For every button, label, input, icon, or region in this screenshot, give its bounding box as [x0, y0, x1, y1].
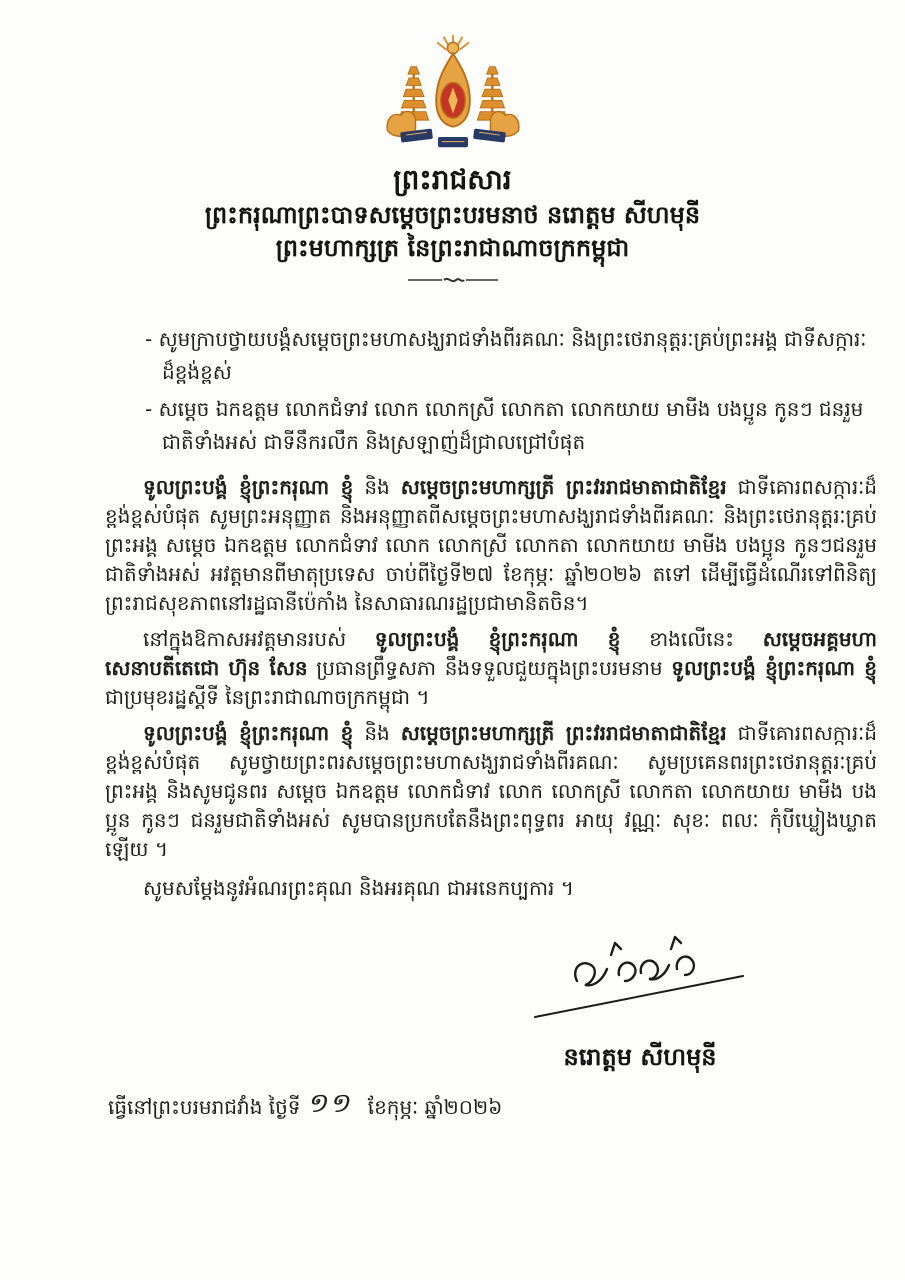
- dateline-text: ធ្វើនៅព្រះបរមរាជវាំង ថ្ងៃទី: [108, 1094, 301, 1119]
- king-name-line: ព្រះករុណាព្រះបាទសម្តេចព្រះបរមនាថ នរោត្តម សីហមុនី: [204, 200, 701, 229]
- text-run: ប្រធានព្រឹទ្ធសភា នឹងទទួលជួយក្នុងព្រះបរមនាម: [307, 655, 672, 680]
- emphasized-text-run: ទូលព្រះបង្គំ ខ្ញុំព្រះករុណា ខ្ញុំ: [143, 474, 354, 499]
- handwritten-day-number: ១១: [306, 1087, 352, 1119]
- emphasized-text-run: ទូលព្រះបង្គំ ខ្ញុំព្រះករុណា ខ្ញុំ: [671, 655, 877, 680]
- signature-block: [490, 929, 790, 1077]
- cambodia-royal-arms-icon: [378, 33, 528, 151]
- document-title: ព្រះរាជសារ: [393, 163, 512, 196]
- text-run: ជាប្រមុខរដ្ឋស្តីទី នៃព្រះរាជាណាចក្រកម្ពុជា ។: [105, 684, 430, 709]
- title-divider: [0, 270, 905, 289]
- body-paragraph: [105, 874, 877, 903]
- signatory-name: នរោត្តម សីហមុនី: [563, 1042, 717, 1071]
- emphasized-text-run: ទូលព្រះបង្គំ ខ្ញុំព្រះករុណា ខ្ញុំ: [374, 626, 621, 651]
- king-title-line: ព្រះមហាក្សត្រ នៃព្រះរាជាណាចក្រកម្ពុជា: [275, 234, 630, 263]
- royal-signature-icon: [515, 929, 765, 1024]
- salutation-line: - សូមក្រាបថ្វាយបង្គំសម្តេចព្រះមហាសង្ឃរាជទាំងពីរគណៈ និងព្រះថេរានុត្តរៈគ្រប់ព្រះអង្គ ជាទីសក្ការៈដ៏ខ្ពង់ខ្ពស់: [145, 326, 867, 384]
- body-paragraph: [105, 473, 877, 618]
- salutation-line: - សម្តេច ឯកឧត្តម លោកជំទាវ លោក លោកស្រី លោកតា លោកយាយ មាមីង បងប្អូន កូនៗ ជនរួមជាតិទាំងអស់ ជាទីនឹករលឹក និងស្រឡាញ់ដ៏ជ្រាលជ្រៅបំផុត: [145, 396, 864, 454]
- body-paragraphs: [105, 473, 877, 903]
- salutation-list: [145, 323, 875, 459]
- text-run: នៅក្នុងឱកាសអវត្តមានរបស់: [143, 626, 375, 651]
- text-run: សូមសម្តែងនូវអំណរព្រះគុណ និងអរគុណ ជាអនេកប្បការ ។: [143, 875, 574, 900]
- text-run: និង: [353, 720, 401, 745]
- text-run: ជាទីគោរពសក្ការៈដ៏ខ្ពង់ខ្ពស់បំផុត សូមថ្វាយព្រះពរសម្តេចព្រះមហាសង្ឃរាជទាំងពីរគណៈ សូមប្រគេនពរព្រះថេរានុត្តរៈគ្រប់ព្រះអង្គ និងសូមជូនពរ សម្តេច ឯកឧត្តម លោកជំទាវ លោក លោកស្រី លោកតា លោកយាយ មាមីង បងប្អូន កូនៗ ជនរួមជាតិទាំងអស់ សូមបានប្រកបតែនឹងព្រះពុទ្ធពរ អាយុ វណ្ណៈ សុខៈ ពលៈ កុំបីឃ្លៀងឃ្លាតឡើយ ។: [105, 720, 878, 861]
- divider-ornament-icon: [408, 275, 498, 285]
- text-run: និង: [353, 474, 401, 499]
- emblem-container: [0, 0, 905, 155]
- dateline-text: ខែកុម្ភៈ ឆ្នាំ២០២៦: [361, 1094, 503, 1119]
- motto-ribbon: [400, 128, 506, 147]
- text-run: ជាទីគោរពសក្ការៈដ៏ខ្ពង់ខ្ពស់បំផុត សូមព្រះអនុញ្ញាត និងអនុញ្ញាតពីសម្តេចព្រះមហាសង្ឃរាជទាំងពីរគណៈ និងព្រះថេរានុត្តរៈគ្រប់ព្រះអង្គ សម្តេច ឯកឧត្តម លោកជំទាវ លោក លោកស្រី លោកតា លោកយាយ មាមីង បងប្អូន កូនៗជនរួមជាតិទាំងអស់ អវត្តមានពីមាតុប្រទេស ចាប់ពីថ្ងៃទី២៧ ខែកុម្ភៈ ឆ្នាំ២០២៦ តទៅ ដើម្បីធ្វើដំណើរទៅពិនិត្យព្រះរាជសុខភាពនៅរដ្ឋធានីប៉េកាំង នៃសាធារណរដ្ឋប្រជាមានិតចិន។: [105, 474, 877, 615]
- emphasized-text-run: ទូលព្រះបង្គំ ខ្ញុំព្រះករុណា ខ្ញុំ: [143, 720, 354, 745]
- body-paragraph: [105, 719, 877, 864]
- emphasized-text-run: សម្តេចអគ្គមហាសេនាបតីតេជោ ហ៊ុន សែន: [105, 626, 877, 680]
- title-block: [0, 161, 905, 289]
- text-run: ខាងលើនេះ: [620, 626, 763, 651]
- emphasized-text-run: សម្តេចព្រះមហាក្សត្រី ព្រះវររាជមាតាជាតិខ្មែរ: [400, 474, 727, 499]
- emphasized-text-run: សម្តេចព្រះមហាក្សត្រី ព្រះវររាជមាតាជាតិខ្មែរ: [400, 720, 727, 745]
- dateline: [108, 1087, 877, 1122]
- body-paragraph: [105, 625, 877, 712]
